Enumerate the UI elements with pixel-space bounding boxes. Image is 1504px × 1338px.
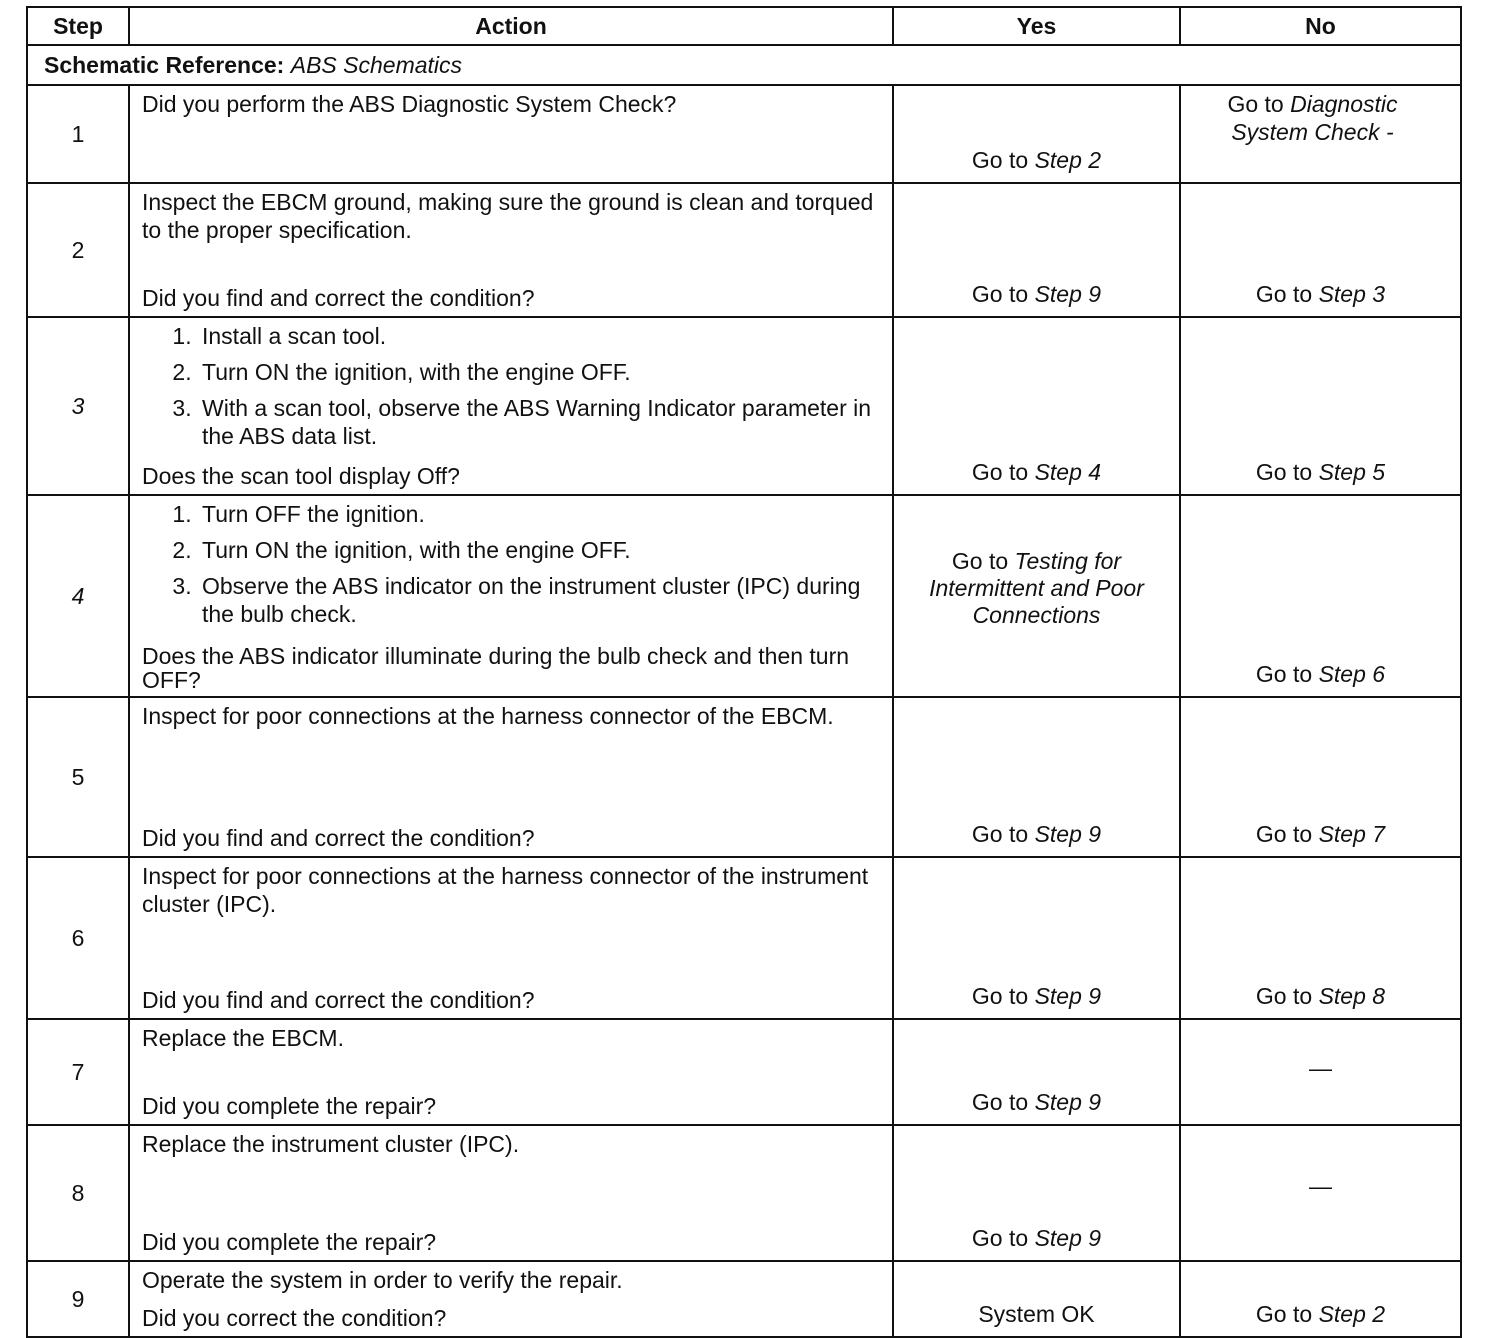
schematic-reference-row bbox=[27, 45, 1461, 85]
question-text: Did you find and correct the condition? bbox=[142, 987, 535, 1013]
action-text: Operate the system in order to verify the repair. bbox=[142, 1267, 623, 1293]
step-number: 2 bbox=[27, 183, 129, 317]
question-text: Does the ABS indicator illuminate during the bulb check and then turn OFF? bbox=[142, 643, 850, 693]
header-action: Action bbox=[129, 7, 893, 45]
yes-answer: Go to Step 9 bbox=[971, 281, 1102, 307]
schematic-link[interactable]: ABS Schematics bbox=[290, 52, 463, 78]
no-answer-dash: — bbox=[1309, 1173, 1332, 1199]
list-item: 3. Observe the ABS indicator on the instrument cluster (IPC) during the bulb check. bbox=[198, 572, 882, 628]
yes-answer: Go to Step 9 bbox=[971, 1225, 1102, 1251]
table-row bbox=[27, 1261, 1461, 1337]
header-row bbox=[27, 7, 1461, 45]
step-link[interactable]: Step 6 bbox=[1318, 661, 1386, 687]
list-item: 1. Turn OFF the ignition. bbox=[198, 500, 882, 528]
no-answer: Go to Step 8 bbox=[1255, 983, 1386, 1009]
step-link[interactable]: Step 5 bbox=[1318, 459, 1386, 485]
step-link[interactable]: Step 9 bbox=[1034, 281, 1102, 307]
action-text: Inspect for poor connections at the harness connector of the EBCM. bbox=[142, 703, 834, 729]
list-item: 3. With a scan tool, observe the ABS Warning Indicator parameter in the ABS data list. bbox=[198, 394, 882, 450]
header-step: Step bbox=[27, 7, 129, 45]
step-link[interactable]: Step 9 bbox=[1034, 821, 1102, 847]
step-link[interactable]: Step 2 bbox=[1318, 1301, 1386, 1327]
step-number: 6 bbox=[27, 857, 129, 1019]
no-answer: Go to Step 7 bbox=[1255, 821, 1386, 847]
question-text: Did you find and correct the condition? bbox=[142, 285, 535, 311]
header-yes: Yes bbox=[893, 7, 1180, 45]
question-text: Did you complete the repair? bbox=[142, 1093, 437, 1119]
step-link[interactable]: Step 2 bbox=[1034, 147, 1102, 173]
step-link[interactable]: Step 4 bbox=[1034, 459, 1102, 485]
step-number: 4 bbox=[27, 495, 129, 697]
table-row bbox=[27, 697, 1461, 857]
step-link[interactable]: Step 3 bbox=[1318, 281, 1386, 307]
step-number: 7 bbox=[27, 1019, 129, 1125]
action-text: Replace the instrument cluster (IPC). bbox=[142, 1131, 520, 1157]
no-answer: Go to Step 6 bbox=[1255, 661, 1386, 687]
step-link[interactable]: Step 7 bbox=[1318, 821, 1386, 847]
diagnostic-link[interactable]: Diagnostic System Check - bbox=[1231, 91, 1398, 145]
action-text: Inspect the EBCM ground, making sure the ground is clean and torqued to the proper specification. bbox=[142, 189, 874, 243]
step-number: 8 bbox=[27, 1125, 129, 1261]
step-number: 1 bbox=[27, 85, 129, 183]
step-link[interactable]: Step 9 bbox=[1034, 1225, 1102, 1251]
diagnostic-table bbox=[26, 6, 1462, 1338]
question-text: Did you find and correct the condition? bbox=[142, 825, 535, 851]
yes-answer: Go to Testing for Intermittent and Poor Connections bbox=[929, 548, 1144, 628]
list-item: 2. Turn ON the ignition, with the engine OFF. bbox=[198, 536, 882, 564]
testing-link[interactable]: Testing for Intermittent and Poor Connections bbox=[929, 548, 1144, 628]
table-row bbox=[27, 85, 1461, 183]
yes-answer: Go to Step 9 bbox=[971, 1089, 1102, 1115]
yes-answer: Go to Step 2 bbox=[971, 147, 1102, 173]
step-number: 9 bbox=[27, 1261, 129, 1337]
action-text: Inspect for poor connections at the harness connector of the instrument cluster (IPC). bbox=[142, 863, 869, 917]
yes-answer: Go to Step 9 bbox=[971, 983, 1102, 1009]
step-link[interactable]: Step 9 bbox=[1034, 1089, 1102, 1115]
question-text: Did you correct the condition? bbox=[142, 1305, 447, 1331]
action-text: Replace the EBCM. bbox=[142, 1025, 344, 1051]
list-item: 2. Turn ON the ignition, with the engine OFF. bbox=[198, 358, 882, 386]
step-link[interactable]: Step 9 bbox=[1034, 983, 1102, 1009]
yes-answer: Go to Step 9 bbox=[971, 821, 1102, 847]
no-answer: Go to Step 5 bbox=[1255, 459, 1386, 485]
no-answer-dash: — bbox=[1309, 1055, 1332, 1081]
action-text: Did you perform the ABS Diagnostic System Check? bbox=[142, 91, 677, 117]
step-number: 3 bbox=[27, 317, 129, 495]
step-number: 5 bbox=[27, 697, 129, 857]
no-answer: Go to Diagnostic System Check - bbox=[1227, 91, 1398, 145]
instruction-list bbox=[142, 322, 882, 450]
no-answer: Go to Step 2 bbox=[1255, 1301, 1386, 1327]
table-row bbox=[27, 183, 1461, 317]
schematic-label: Schematic Reference: bbox=[44, 52, 285, 78]
step-link[interactable]: Step 8 bbox=[1318, 983, 1386, 1009]
yes-answer: System OK bbox=[978, 1301, 1095, 1327]
question-text: Did you complete the repair? bbox=[142, 1229, 437, 1255]
instruction-list bbox=[142, 500, 882, 628]
schematic-reference bbox=[27, 45, 1461, 85]
list-item: 1. Install a scan tool. bbox=[198, 322, 882, 350]
table-row bbox=[27, 1125, 1461, 1261]
header-no: No bbox=[1180, 7, 1461, 45]
yes-answer: Go to Step 4 bbox=[971, 459, 1102, 485]
no-answer: Go to Step 3 bbox=[1255, 281, 1386, 307]
table-row bbox=[27, 857, 1461, 1019]
table-row bbox=[27, 495, 1461, 697]
table-row bbox=[27, 1019, 1461, 1125]
table-row bbox=[27, 317, 1461, 495]
question-text: Does the scan tool display Off? bbox=[142, 463, 460, 489]
